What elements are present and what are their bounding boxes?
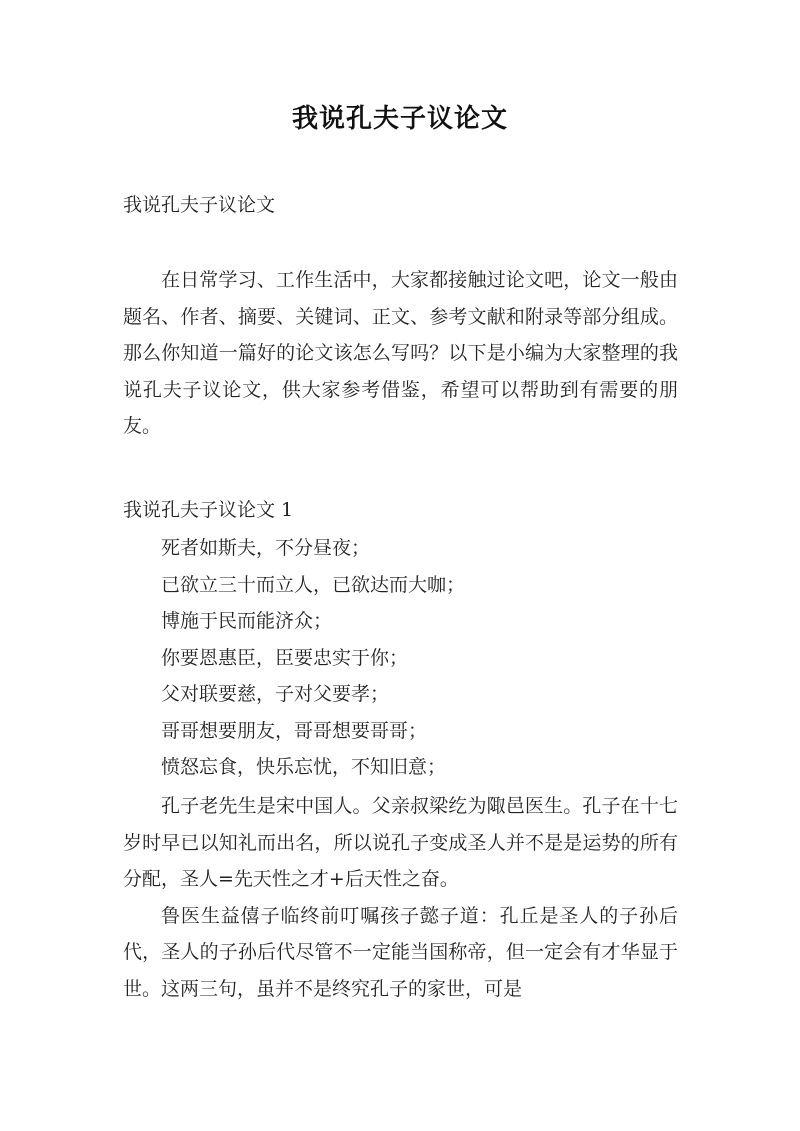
body-paragraph: 鲁医生益僖子临终前叮嘱孩子懿子道：孔丘是圣人的子孙后代，圣人的子孙后代尽管不一定能当国称帝，但一定会有才华显于世。这两三句，虽并不是终究孔子的家世，可是 bbox=[123, 904, 678, 1000]
intro-paragraph: 在日常学习、工作生活中，大家都接触过论文吧，论文一般由题名、作者、摘要、关键词、正文、参考文献和附录等部分组成。那么你知道一篇好的论文该怎么写吗？以下是小编为大家整理的我说孔夫子议论文，供大家参考借鉴，希望可以帮助到有需要的朋友。 bbox=[123, 269, 678, 437]
document-subtitle: 我说孔夫子议论文 bbox=[123, 194, 276, 216]
verse-line: 博施于民而能济众； bbox=[161, 610, 333, 632]
verse-list bbox=[123, 530, 678, 786]
verse-line: 已欲立三十而立人，已欲达而大咖； bbox=[161, 573, 466, 596]
verse-line: 你要恩惠臣，臣要忠实于你； bbox=[161, 646, 409, 669]
verse-line: 愤怒忘食，快乐忘忧，不知旧意； bbox=[161, 756, 447, 778]
document-title: 我说孔夫子议论文 bbox=[291, 104, 508, 134]
body-section bbox=[123, 788, 678, 1007]
verse-line: 父对联要慈，子对父要孝； bbox=[161, 683, 390, 705]
section-title: 我说孔夫子议论文 1 bbox=[123, 499, 294, 521]
verse-line: 死者如斯夫，不分昼夜； bbox=[161, 537, 371, 559]
body-paragraph: 孔子老先生是宋中国人。父亲叔梁纥为陬邑医生。孔子在十七岁时早已以知礼而出名，所以说孔子变成圣人并不是是运势的所有分配，圣人=先天性之才+后天性之奋。 bbox=[123, 795, 678, 890]
intro-section bbox=[123, 262, 678, 445]
verse-line: 哥哥想要朋友，哥哥想要哥哥； bbox=[161, 719, 428, 742]
